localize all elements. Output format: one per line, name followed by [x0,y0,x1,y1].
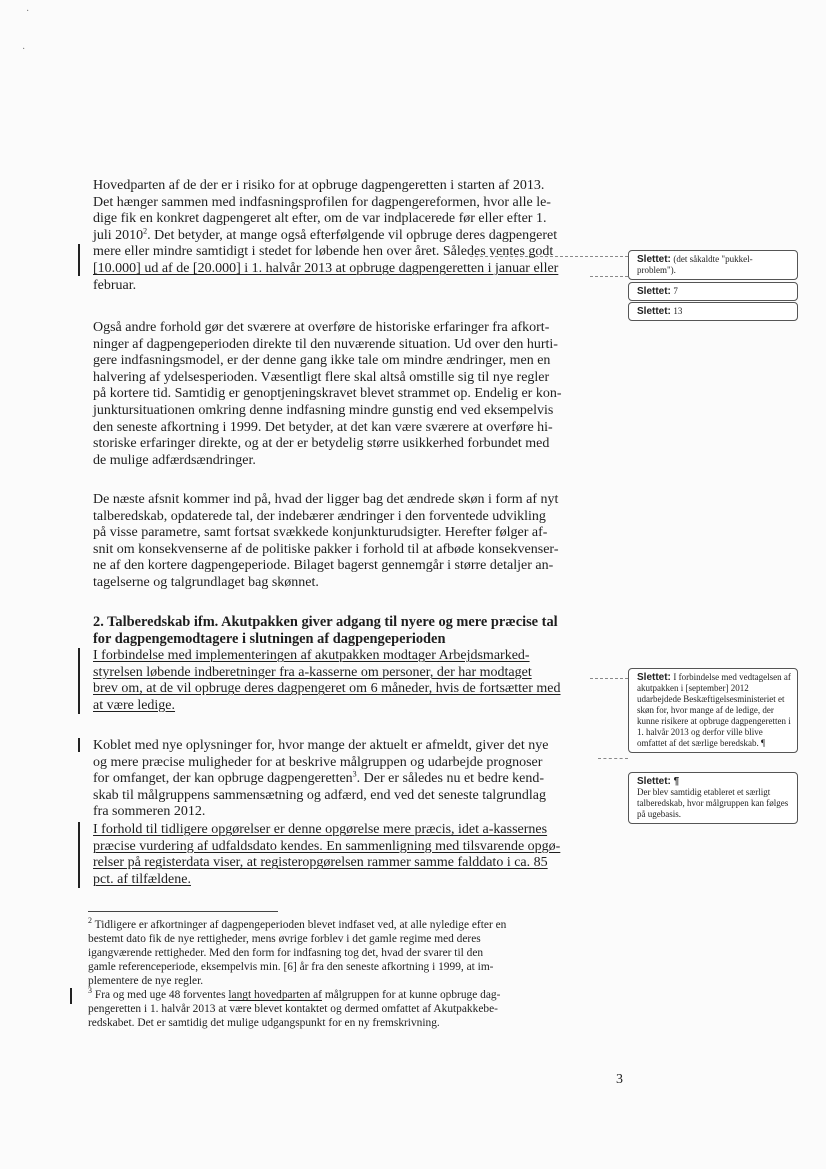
paragraph-5 [93,738,593,821]
text-line: februar. [93,277,137,293]
comment-connector [590,276,628,277]
text-line: tagelserne og talgrundlaget bag skønnet. [93,574,319,590]
text-line: halvering af ydelsesperioden. Væsentligt flere skal altså omstille sig til nye regler [93,369,550,385]
heading-line: for dagpengemodtagere i slutningen af dagpengeperioden [93,630,446,647]
comment-text: 13 [673,306,683,316]
text-line-inserted: pct. af tilfældene. [93,871,191,887]
heading-line: 2. Talberedskab ifm. Akutpakken giver adgang til nyere og mere præcise tal [93,614,558,630]
footnotes [88,918,584,1030]
change-bar [78,822,80,888]
text-line: ne af den kortere dagpengeperiode. Bilaget bagerst gennemgår i større detaljer an- [93,558,554,574]
comment-label: Slettet: [637,254,671,265]
footnote-2-line: bestemt dato fik de nye rettigheder, mens øvrige forblev i det gamle regime med deres [88,933,481,945]
footnote-2-line: $^2$ Tidligere er afkortninger af dagpengeperioden blevet indfaset ved, at alle nyledige efter en [88,916,507,931]
footnote-ref-2[interactable]: 2 [143,226,148,236]
comment-text: I forbindelse med vedtagelsen af akutpakken i [september] 2012 udarbejdede Beskæftigelsesministeriet et skøn for, hvor mange af de ledige, der kunne risikere at opbruge dagpengeretten i 1. halvår 2013 og derfor ville blive omfattet af det særlige beredskab. ¶ [637,672,791,748]
scan-mark: · [22,44,26,55]
text-line: Det hænger sammen med indfasningsprofilen for dagpengereformen, hvor alle le- [93,194,551,210]
paragraph-6 [93,822,593,888]
text-line: junktursituationen omkring denne indfasning mindre gunstig end ved eksempelvis [93,402,554,418]
comment-text: 7 [673,286,678,296]
paragraph-4 [93,648,593,714]
comment-balloon[interactable] [628,282,798,301]
text-line: Hovedparten af de der er i risiko for at opbruge dagpengeretten i starten af 2013. [93,178,545,193]
text-line-inserted: I forbindelse med implementeringen af akutpakken modtager Arbejdsmarked- [93,648,530,663]
comment-balloon[interactable] [628,250,798,280]
comment-text: (det såkaldte "pukkel-problem"). [637,254,753,275]
comment-label: Slettet: ¶ [637,776,680,787]
text-line-inserted: præcise vurdering af udfaldsdato kendes. En sammenligning med tilsvarende opgø- [93,838,561,854]
comment-connector [598,758,628,759]
page-number: 3 [616,1072,623,1087]
text-line: snit om konsekvenserne af de politiske pakker i forhold til at afbøde konsekvenser- [93,541,559,557]
comment-connector [470,256,628,257]
comment-label: Slettet: [637,672,671,683]
text-line-inserted: styrelsen løbende indberetninger fra a-kasserne om personer, der har modtaget [93,664,532,680]
change-bar [70,988,72,1004]
text-line: talberedskab, opdaterede tal, der indebærer ændringer i den forventede udvikling [93,508,546,524]
change-bar [78,244,80,276]
comment-label: Slettet: [637,286,671,297]
comment-connector [590,678,628,679]
text-line: de mulige adfærdsændringer. [93,452,256,468]
text-line-inserted: relser på registerdata viser, at registeropgørelsen rammer samme falddato i ca. 85 [93,855,548,871]
footnote-3-line: redskabet. Det er samtidig det mulige udgangspunkt for en ny fremskrivning. [88,1017,440,1029]
scan-mark: · [26,6,30,17]
comment-text: Der blev samtidig etableret et særligt talberedskab, hvor målgruppen kan følges på ugebasis. [637,787,789,819]
text-line: Koblet med nye oplysninger for, hvor mange der aktuelt er afmeldt, giver det nye [93,738,549,753]
paragraph-3 [93,492,593,592]
section-heading [93,614,593,647]
text-line-inserted: brev om, at de vil opbruge deres dagpengeret om 6 måneder, hvis de fortsætter med [93,681,561,697]
text-line-inserted: [10.000] ud af de [20.000] i 1. halvår 2013 at opbruge dagpengeretten i januar eller [93,260,559,276]
change-bar [78,738,80,752]
footnote-number-3: 3 [88,986,92,996]
comment-label: Slettet: [637,306,671,317]
text-line: ninger af dagpengeperioden direkte til den nuværende situation. Ud over den hurti- [93,336,558,352]
footnote-number-2: 2 [88,916,92,926]
text-line: på kortere tid. Samtidig er genoptjeningskravet blevet strammet op. Endelig er kon- [93,386,562,402]
paragraph-1 [93,178,593,294]
text-line: De næste afsnit kommer ind på, hvad der ligger bag det ændrede skøn i form af nyt [93,492,559,507]
text-line: for omfanget, der kan opbruge dagpengeretten$^3$. Der er således nu et bedre kend- [93,769,545,787]
comment-balloon[interactable] [628,302,798,321]
footnote-2-line: gamle referenceperiode, eksempelvis min. [6] år fra den seneste afkortning i 1999, at im- [88,961,494,973]
footnote-3-line: $^3$ Fra og med uge 48 forventes langt hovedparten af målgruppen for at kunne opbruge dag- [88,986,501,1001]
footnote-ref-3[interactable]: 3 [352,769,357,779]
text-line: juli 2010$^2$. Det betyder, at mange også efterfølgende vil opbruge deres dagpengeret [93,226,558,243]
text-line: den seneste afkortning i 1999. Det betyder, at det kan være sværere at overføre hi- [93,419,553,435]
comment-balloon[interactable] [628,772,798,824]
footnote-2-line: plementere de nye regler. [88,975,204,987]
text-line: skab til målgruppens sammensætning og adfærd, end ved det seneste talgrundlag [93,787,546,803]
text-line: storiske erfaringer direkte, og at der er betydelig større usikkerhed forbundet med [93,436,550,452]
text-line-inserted: at være ledige. [93,697,176,713]
comment-balloon[interactable] [628,668,798,753]
change-bar [78,648,80,714]
paragraph-2 [93,320,593,469]
footnote-3-line: pengeretten i 1. halvår 2013 at være blevet kontaktet og dermed omfattet af Akutpakkebe- [88,1003,498,1015]
text-line: mere eller mindre samtidigt i stedet for løbende hen over året. Således ventes godt [93,244,554,260]
text-line: gere indfasningsmodel, er der denne gang ikke tale om mindre ændringer, men en [93,353,551,369]
footnote-2-line: igangværende rettigheder. Med den form for indfasning tog det, hvad der svarer til den [88,947,484,959]
inserted-text: langt hovedparten af [228,989,322,1001]
text-line: på visse parametre, samt fortsat svækkede konjunkturudsigter. Herefter følger af- [93,525,548,541]
text-line: og mere præcise muligheder for at beskrive målgruppen og udarbejde prognoser [93,754,543,770]
text-line-inserted: I forhold til tidligere opgørelser er denne opgørelse mere præcis, idet a-kassernes [93,822,548,837]
text-line: fra sommeren 2012. [93,804,206,820]
footnote-separator [88,911,278,912]
text-line: dige fik en konkret dagpengeret alt efter, om de var indplacerede før eller efter 1. [93,211,547,227]
text-line: Også andre forhold gør det sværere at overføre de historiske erfaringer fra afkort- [93,320,550,335]
